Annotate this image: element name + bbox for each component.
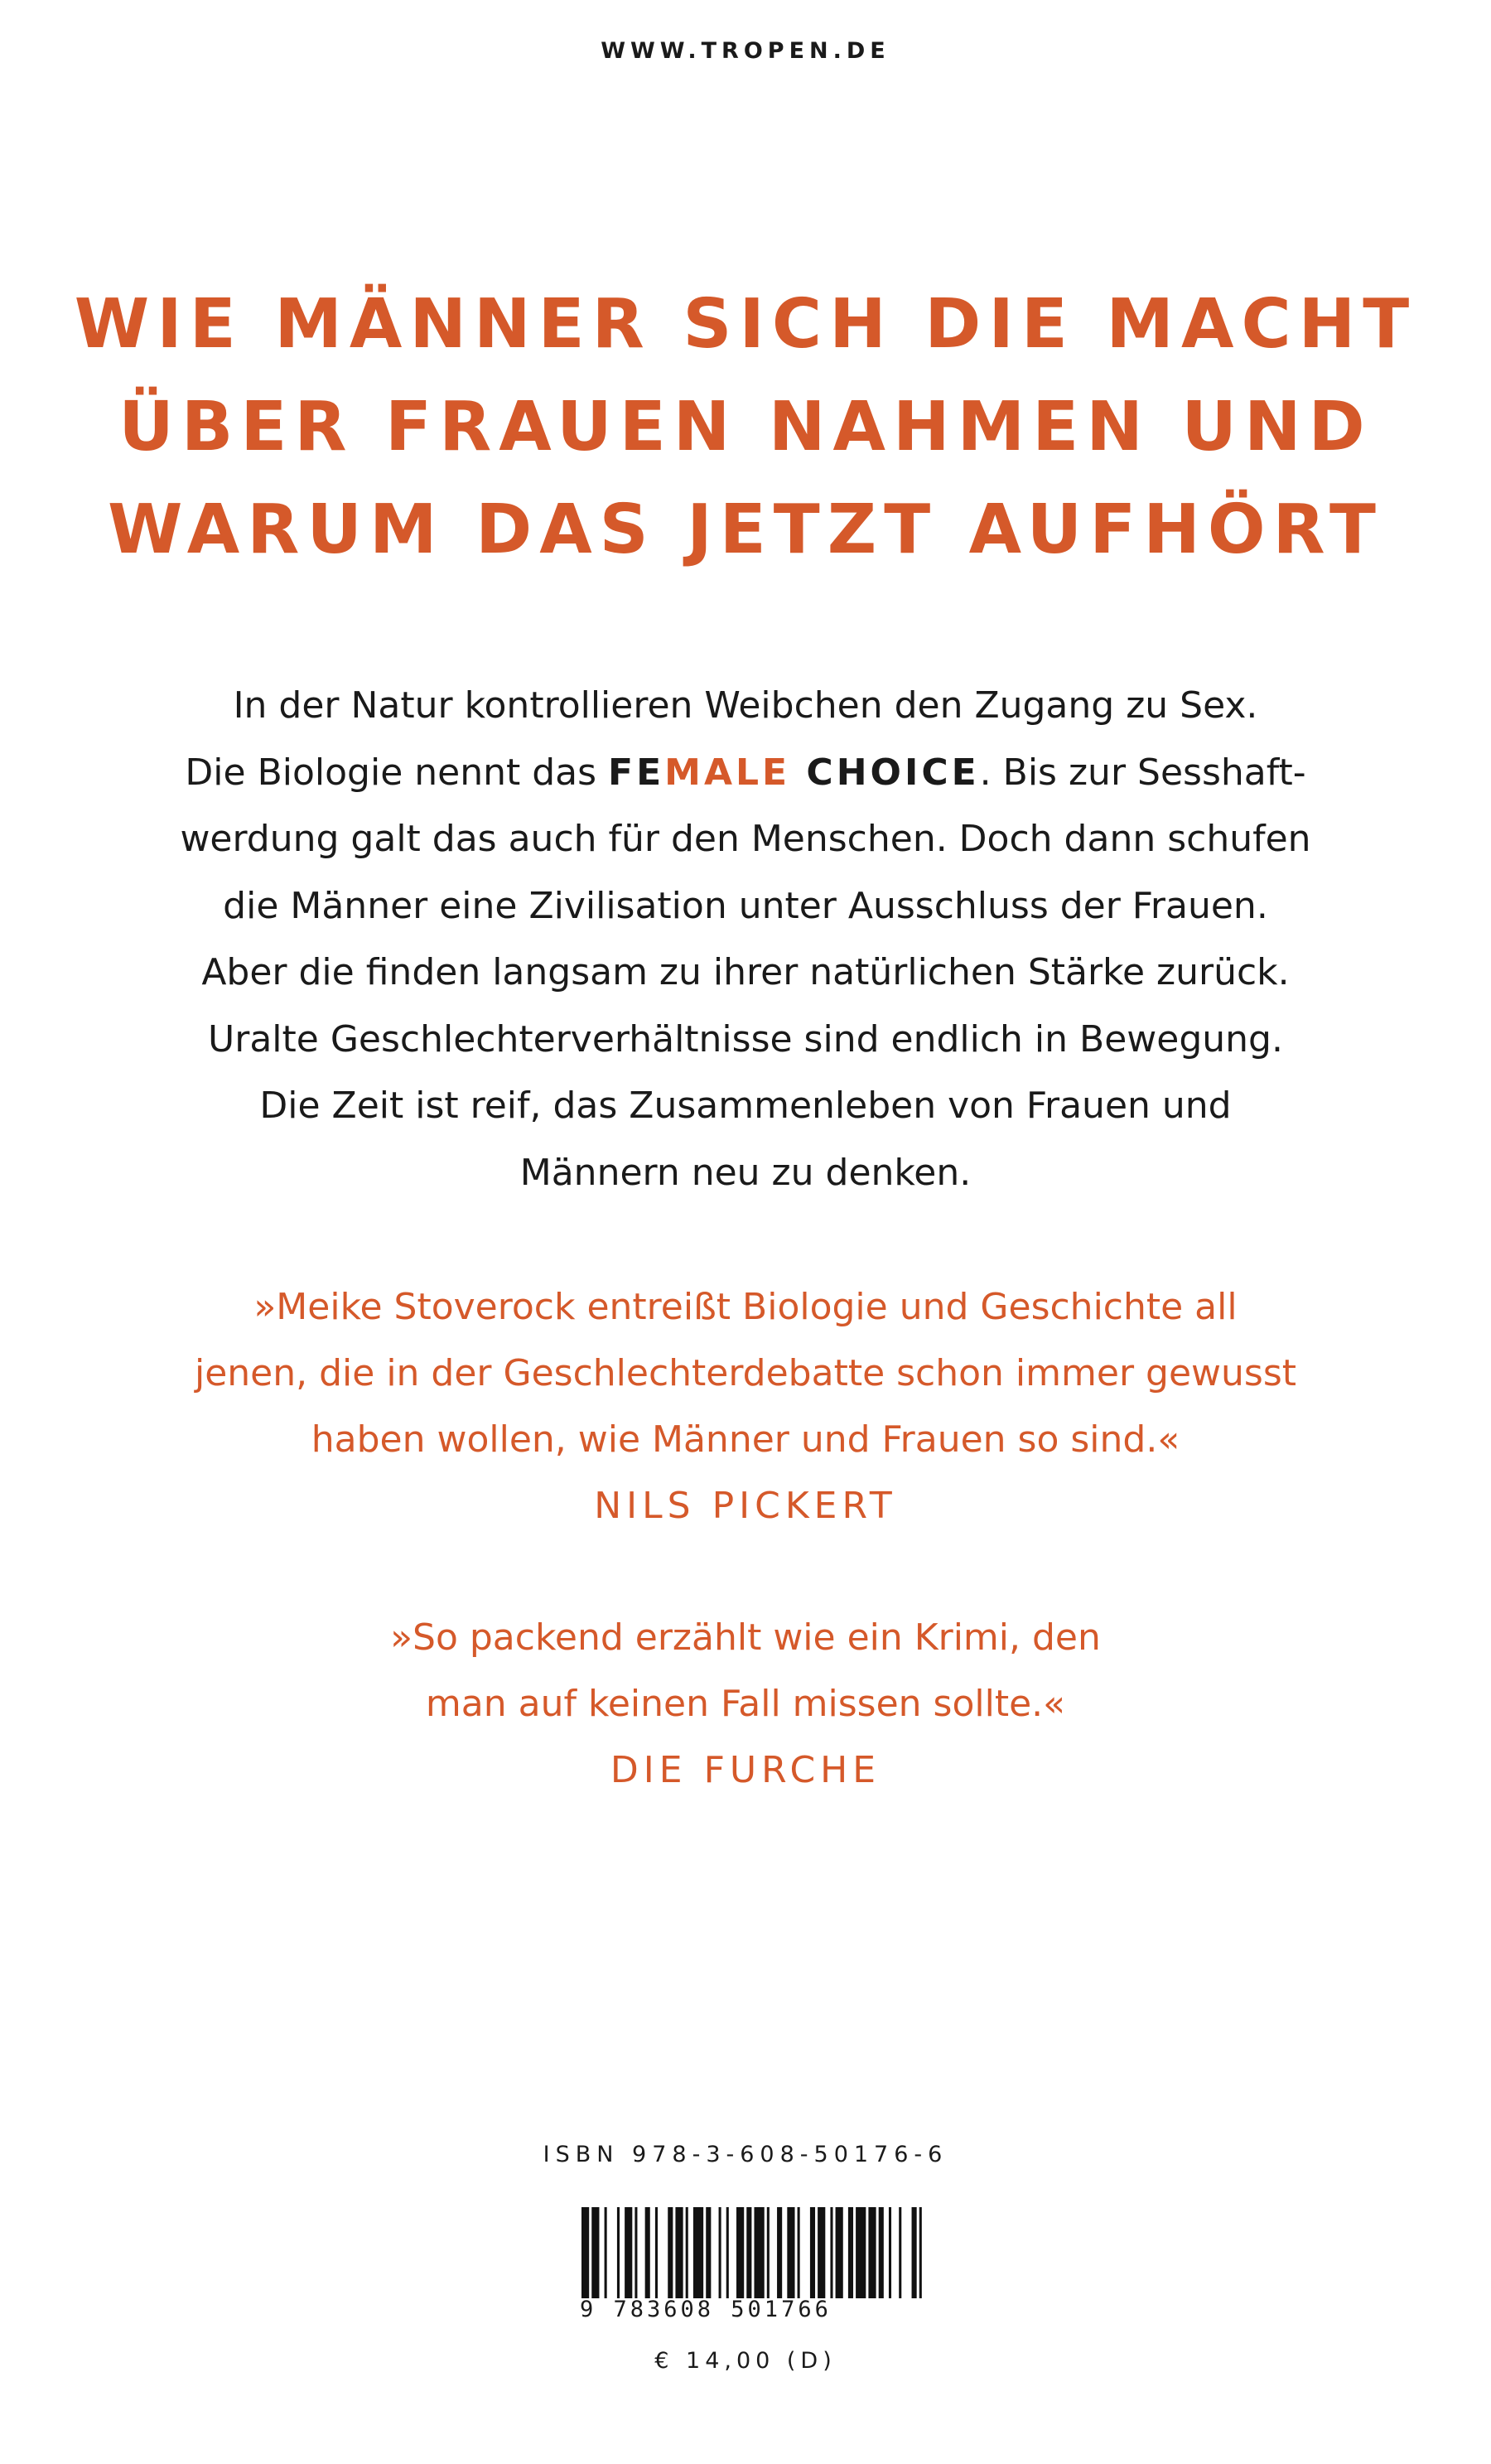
isbn: ISBN 978-3-608-50176-6 (543, 2142, 948, 2167)
barcode-bar (625, 2207, 632, 2298)
barcode-bar (767, 2207, 770, 2298)
barcode-icon (581, 2207, 929, 2298)
barcode-digits: 9 783608 501766 (580, 2297, 832, 2322)
barcode-bar (787, 2207, 794, 2298)
barcode-bar (605, 2207, 607, 2298)
blurb-line-1: In der Natur kontrollieren Weibchen den Zugang zu Sex. (233, 684, 1258, 727)
blurb-line-8: Männern neu zu denken. (519, 1151, 972, 1194)
headline (0, 273, 1491, 582)
headline-line-1: WIE MÄNNER SICH DIE MACHT (74, 285, 1417, 364)
barcode-bar (726, 2207, 729, 2298)
barcode-bar (919, 2207, 922, 2298)
barcode-bar (668, 2207, 673, 2298)
barcode-bar (655, 2207, 658, 2298)
quote-1-line-3: haben wollen, wie Männer und Frauen so sind.« (311, 1418, 1180, 1461)
barcode-bar (693, 2207, 703, 2298)
barcode-bar (581, 2207, 589, 2298)
barcode-bar (706, 2207, 711, 2298)
quote-1-line-1: »Meike Stoverock entreißt Biologie und Geschichte all (253, 1286, 1238, 1328)
blurb-line-6: Uralte Geschlechterverhältnisse sind endlich in Bewegung. (208, 1017, 1283, 1060)
barcode-bar (899, 2207, 901, 2298)
barcode-bar (798, 2207, 800, 2298)
barcode-bar (912, 2207, 917, 2298)
barcode-bar (591, 2207, 599, 2298)
barcode-bar (777, 2207, 782, 2298)
barcode-bar (675, 2207, 683, 2298)
barcode-bar (746, 2207, 751, 2298)
barcode-bar (617, 2207, 620, 2298)
blurb (0, 673, 1491, 1206)
headline-line-3: WARUM DAS JETZT AUFHÖRT (108, 490, 1383, 569)
blurb-line-4: die Männer eine Zivilisation unter Ausschluss der Frauen. (223, 884, 1268, 927)
barcode-bar (818, 2207, 825, 2298)
female-choice-choice: CHOICE (790, 751, 980, 794)
price: € 14,00 (D) (654, 2348, 837, 2374)
blurb-line-2-end: . Bis zur Sesshaft- (979, 751, 1306, 794)
barcode-bar (686, 2207, 688, 2298)
female-choice-fe: FE (608, 751, 665, 794)
quote-2-source: DIE FURCHE (610, 1749, 881, 1791)
barcode-bar (830, 2207, 832, 2298)
barcode-bar (856, 2207, 866, 2298)
barcode-bar (848, 2207, 853, 2298)
barcode-bar (810, 2207, 815, 2298)
review-quote-1 (0, 1274, 1491, 1539)
barcode-bar (754, 2207, 764, 2298)
blurb-line-7: Die Zeit ist reif, das Zusammenleben von Frauen und (259, 1085, 1232, 1127)
barcode-bar (645, 2207, 650, 2298)
barcode-bar (635, 2207, 637, 2298)
blurb-line-3: werdung galt das auch für den Menschen. Doch dann schufen (180, 818, 1311, 860)
blurb-line-5: Aber die finden langsam zu ihrer natürlichen Stärke zurück. (201, 951, 1290, 993)
barcode-bar (836, 2207, 843, 2298)
review-quote-2 (0, 1605, 1491, 1804)
barcode-bar (736, 2207, 744, 2298)
blurb-line-2 (0, 740, 1491, 807)
barcode-bar (868, 2207, 876, 2298)
quote-2-line-2: man auf keinen Fall missen sollte.« (425, 1683, 1066, 1725)
barcode-bar (889, 2207, 891, 2298)
publisher-url: WWW.TROPEN.DE (601, 38, 890, 64)
quote-1-source: NILS PICKERT (594, 1485, 897, 1527)
blurb-line-2-start: Die Biologie nennt das (185, 751, 609, 794)
barcode-bar (879, 2207, 884, 2298)
quote-1-line-2: jenen, die in der Geschlechterdebatte schon immer gewusst (195, 1352, 1296, 1394)
female-choice-male: MALE (664, 751, 791, 794)
barcode-bar (719, 2207, 721, 2298)
quote-2-line-1: »So packend erzählt wie ein Krimi, den (390, 1616, 1101, 1659)
headline-line-2: ÜBER FRAUEN NAHMEN UND (118, 388, 1373, 466)
